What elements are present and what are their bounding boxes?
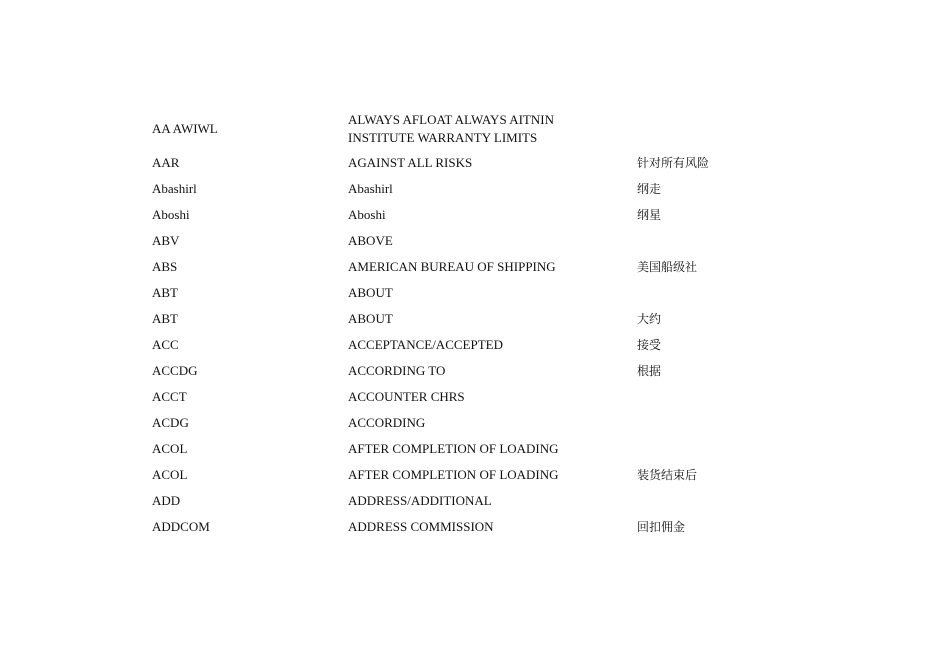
abbreviation-table <box>146 108 797 540</box>
abbreviation-cell: ABS <box>152 259 178 274</box>
chinese-cell: 接受 <box>637 338 662 352</box>
chinese-cell: 针对所有风险 <box>637 156 710 170</box>
chinese-cell: 根据 <box>637 364 662 378</box>
abbreviation-cell: AAR <box>152 155 180 170</box>
table-row <box>146 410 797 436</box>
meaning-cell: ABOVE <box>348 233 393 248</box>
chinese-cell: 回扣佣金 <box>637 520 686 534</box>
table-row <box>146 514 797 540</box>
chinese-cell <box>631 436 797 462</box>
meaning-cell <box>342 108 631 150</box>
abbreviation-cell: Aboshi <box>152 207 190 222</box>
chinese-cell: 美国船级社 <box>637 260 698 274</box>
chinese-cell: 纲星 <box>637 208 662 222</box>
abbreviation-cell: ACOL <box>152 467 188 482</box>
table-row <box>146 332 797 358</box>
abbreviation-cell: ACCDG <box>152 363 198 378</box>
abbreviation-cell: ACOL <box>152 441 188 456</box>
meaning-cell: ACCEPTANCE/ACCEPTED <box>348 337 503 352</box>
abbreviation-cell: ABT <box>152 285 178 300</box>
meaning-text: ALWAYS AFLOAT ALWAYS AITNIN INSTITUTE WARRANTY LIMITS <box>348 112 554 145</box>
meaning-cell: ADDRESS COMMISSION <box>348 519 494 534</box>
chinese-cell <box>631 410 797 436</box>
table-row <box>146 280 797 306</box>
meaning-cell: AFTER COMPLETION OF LOADING <box>348 467 559 482</box>
abbreviation-cell: AA AWIWL <box>152 121 218 136</box>
abbreviation-cell: Abashirl <box>152 181 197 196</box>
chinese-cell <box>631 228 797 254</box>
table-row <box>146 488 797 514</box>
meaning-cell: ACCOUNTER CHRS <box>348 389 465 404</box>
table-row <box>146 176 797 202</box>
table-row <box>146 150 797 176</box>
chinese-cell: 装货结束后 <box>637 468 698 482</box>
meaning-cell: ABOUT <box>348 285 393 300</box>
table-row <box>146 306 797 332</box>
abbreviation-cell: ADD <box>152 493 181 508</box>
table-row <box>146 436 797 462</box>
meaning-cell: ABOUT <box>348 311 393 326</box>
abbreviation-cell: ACDG <box>152 415 189 430</box>
table-row <box>146 202 797 228</box>
abbreviation-cell: ACCT <box>152 389 187 404</box>
chinese-cell: 纲走 <box>637 182 662 196</box>
meaning-cell: AGAINST ALL RISKS <box>348 155 473 170</box>
table-row <box>146 254 797 280</box>
table-row <box>146 384 797 410</box>
chinese-cell: 大约 <box>637 312 662 326</box>
table-row <box>146 108 797 150</box>
abbreviation-cell: ADDCOM <box>152 519 210 534</box>
meaning-cell: ACCORDING <box>348 415 426 430</box>
meaning-cell: ACCORDING TO <box>348 363 446 378</box>
meaning-cell: AMERICAN BUREAU OF SHIPPING <box>348 259 556 274</box>
chinese-cell <box>631 384 797 410</box>
meaning-cell: ADDRESS/ADDITIONAL <box>348 493 492 508</box>
abbreviation-cell: ABT <box>152 311 178 326</box>
abbreviation-cell: ABV <box>152 233 180 248</box>
meaning-cell: Abashirl <box>348 181 393 196</box>
abbreviation-cell: ACC <box>152 337 179 352</box>
table-row <box>146 358 797 384</box>
table-row <box>146 462 797 488</box>
chinese-cell <box>631 108 797 150</box>
table-row <box>146 228 797 254</box>
meaning-cell: AFTER COMPLETION OF LOADING <box>348 441 559 456</box>
meaning-cell: Aboshi <box>348 207 386 222</box>
chinese-cell <box>631 280 797 306</box>
chinese-cell <box>631 488 797 514</box>
